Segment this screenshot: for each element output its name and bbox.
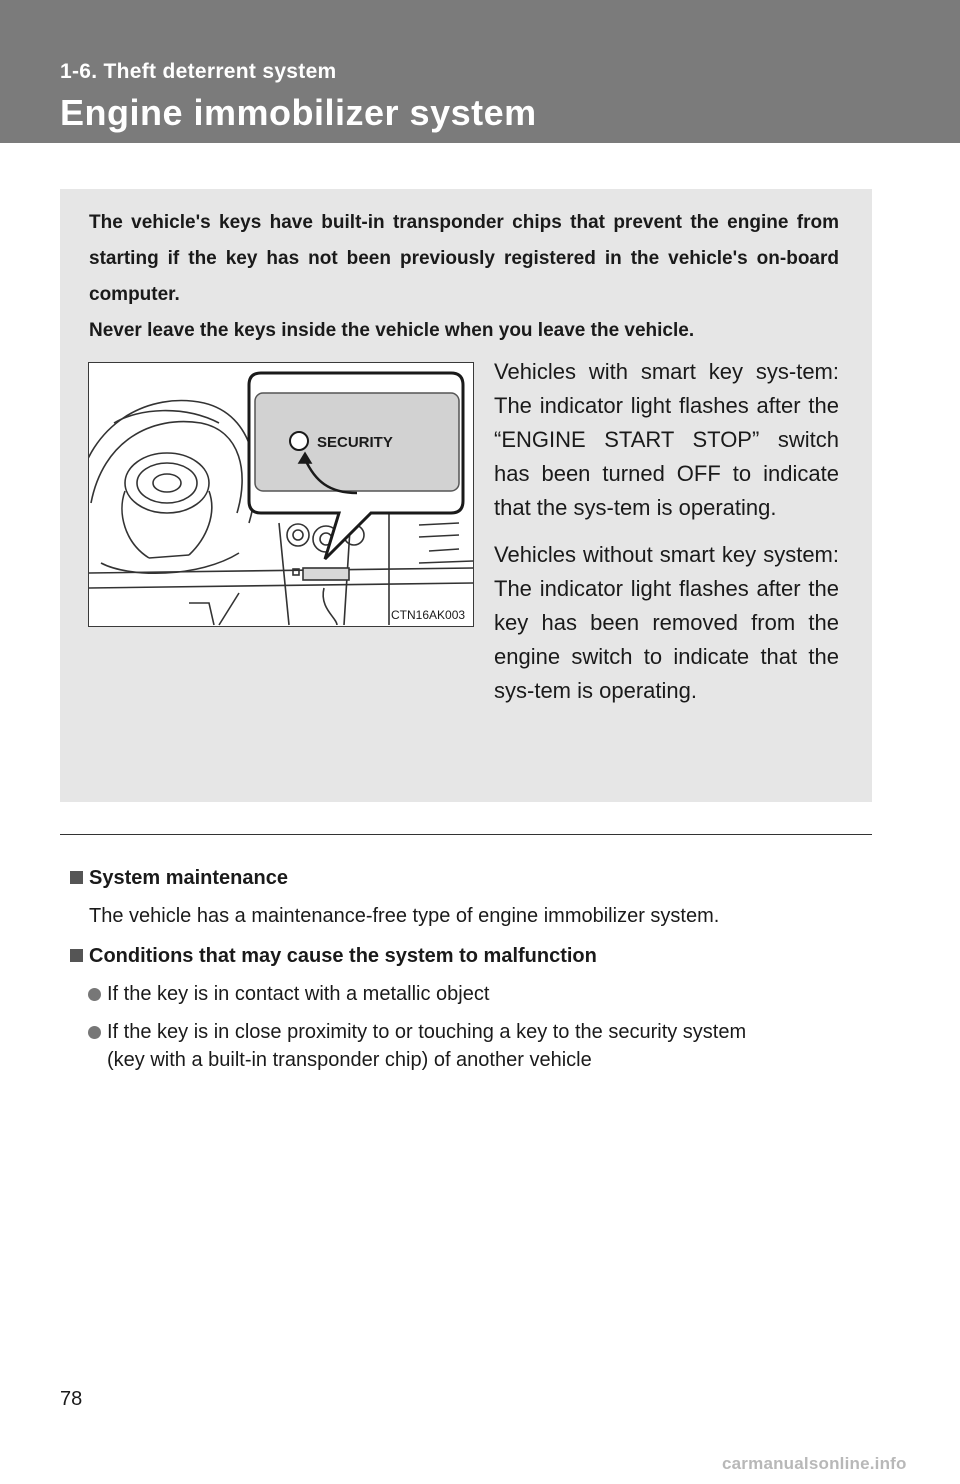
maintenance-text bbox=[70, 903, 870, 929]
watermark: carmanualsonline.info bbox=[722, 1454, 907, 1473]
security-indicator-label: SECURITY bbox=[317, 434, 393, 451]
heading-text: System maintenance bbox=[89, 867, 288, 889]
callout-balloon bbox=[249, 373, 463, 559]
maintenance-heading bbox=[70, 865, 870, 891]
bullet-text: If the key is in close proximity to or touching a key to the security system bbox=[107, 1021, 747, 1043]
page-title: Engine immobilizer system bbox=[60, 92, 537, 133]
malfunction-heading bbox=[70, 943, 870, 969]
no-smart-key-paragraph: Vehicles without smart key system: The indicator light flashes after the key has been removed from the engine switch to indicate that the sys-tem is operating. bbox=[494, 542, 839, 703]
page-number: 78 bbox=[60, 1388, 83, 1410]
bullet-item bbox=[70, 1018, 870, 1074]
indicator-description bbox=[494, 355, 839, 721]
bullet-text-continued: (key with a built-in transponder chip) of another vehicle bbox=[107, 1049, 592, 1071]
intro-paragraph: The vehicle's keys have built-in transponder chips that prevent the engine from starting if the key has not been previously registered in the vehicle's on-board computer. bbox=[89, 212, 839, 305]
bullet-item bbox=[70, 980, 870, 1008]
circle-bullet-icon bbox=[88, 1026, 101, 1039]
square-bullet-icon bbox=[70, 871, 83, 884]
smart-key-paragraph: Vehicles with smart key sys-tem: The indicator light flashes after the “ENGINE START STOP” switch has been turned OFF to indicate that the sys-tem is operating. bbox=[494, 359, 839, 520]
bullet-text: If the key is in contact with a metallic object bbox=[107, 983, 490, 1005]
section-label: 1-6. Theft deterrent system bbox=[60, 60, 337, 83]
circle-bullet-icon bbox=[88, 988, 101, 1001]
intro-text bbox=[89, 205, 839, 349]
divider bbox=[60, 834, 872, 835]
paragraph-text: The vehicle has a maintenance-free type of engine immobilizer system. bbox=[89, 905, 720, 927]
heading-text: Conditions that may cause the system to malfunction bbox=[89, 945, 597, 967]
intro-warning: Never leave the keys inside the vehicle when you leave the vehicle. bbox=[89, 320, 695, 341]
square-bullet-icon bbox=[70, 949, 83, 962]
figure-code: CTN16AK003 bbox=[391, 608, 466, 622]
steering-wheel-drawing bbox=[89, 401, 255, 574]
dashboard-illustration bbox=[88, 362, 474, 627]
